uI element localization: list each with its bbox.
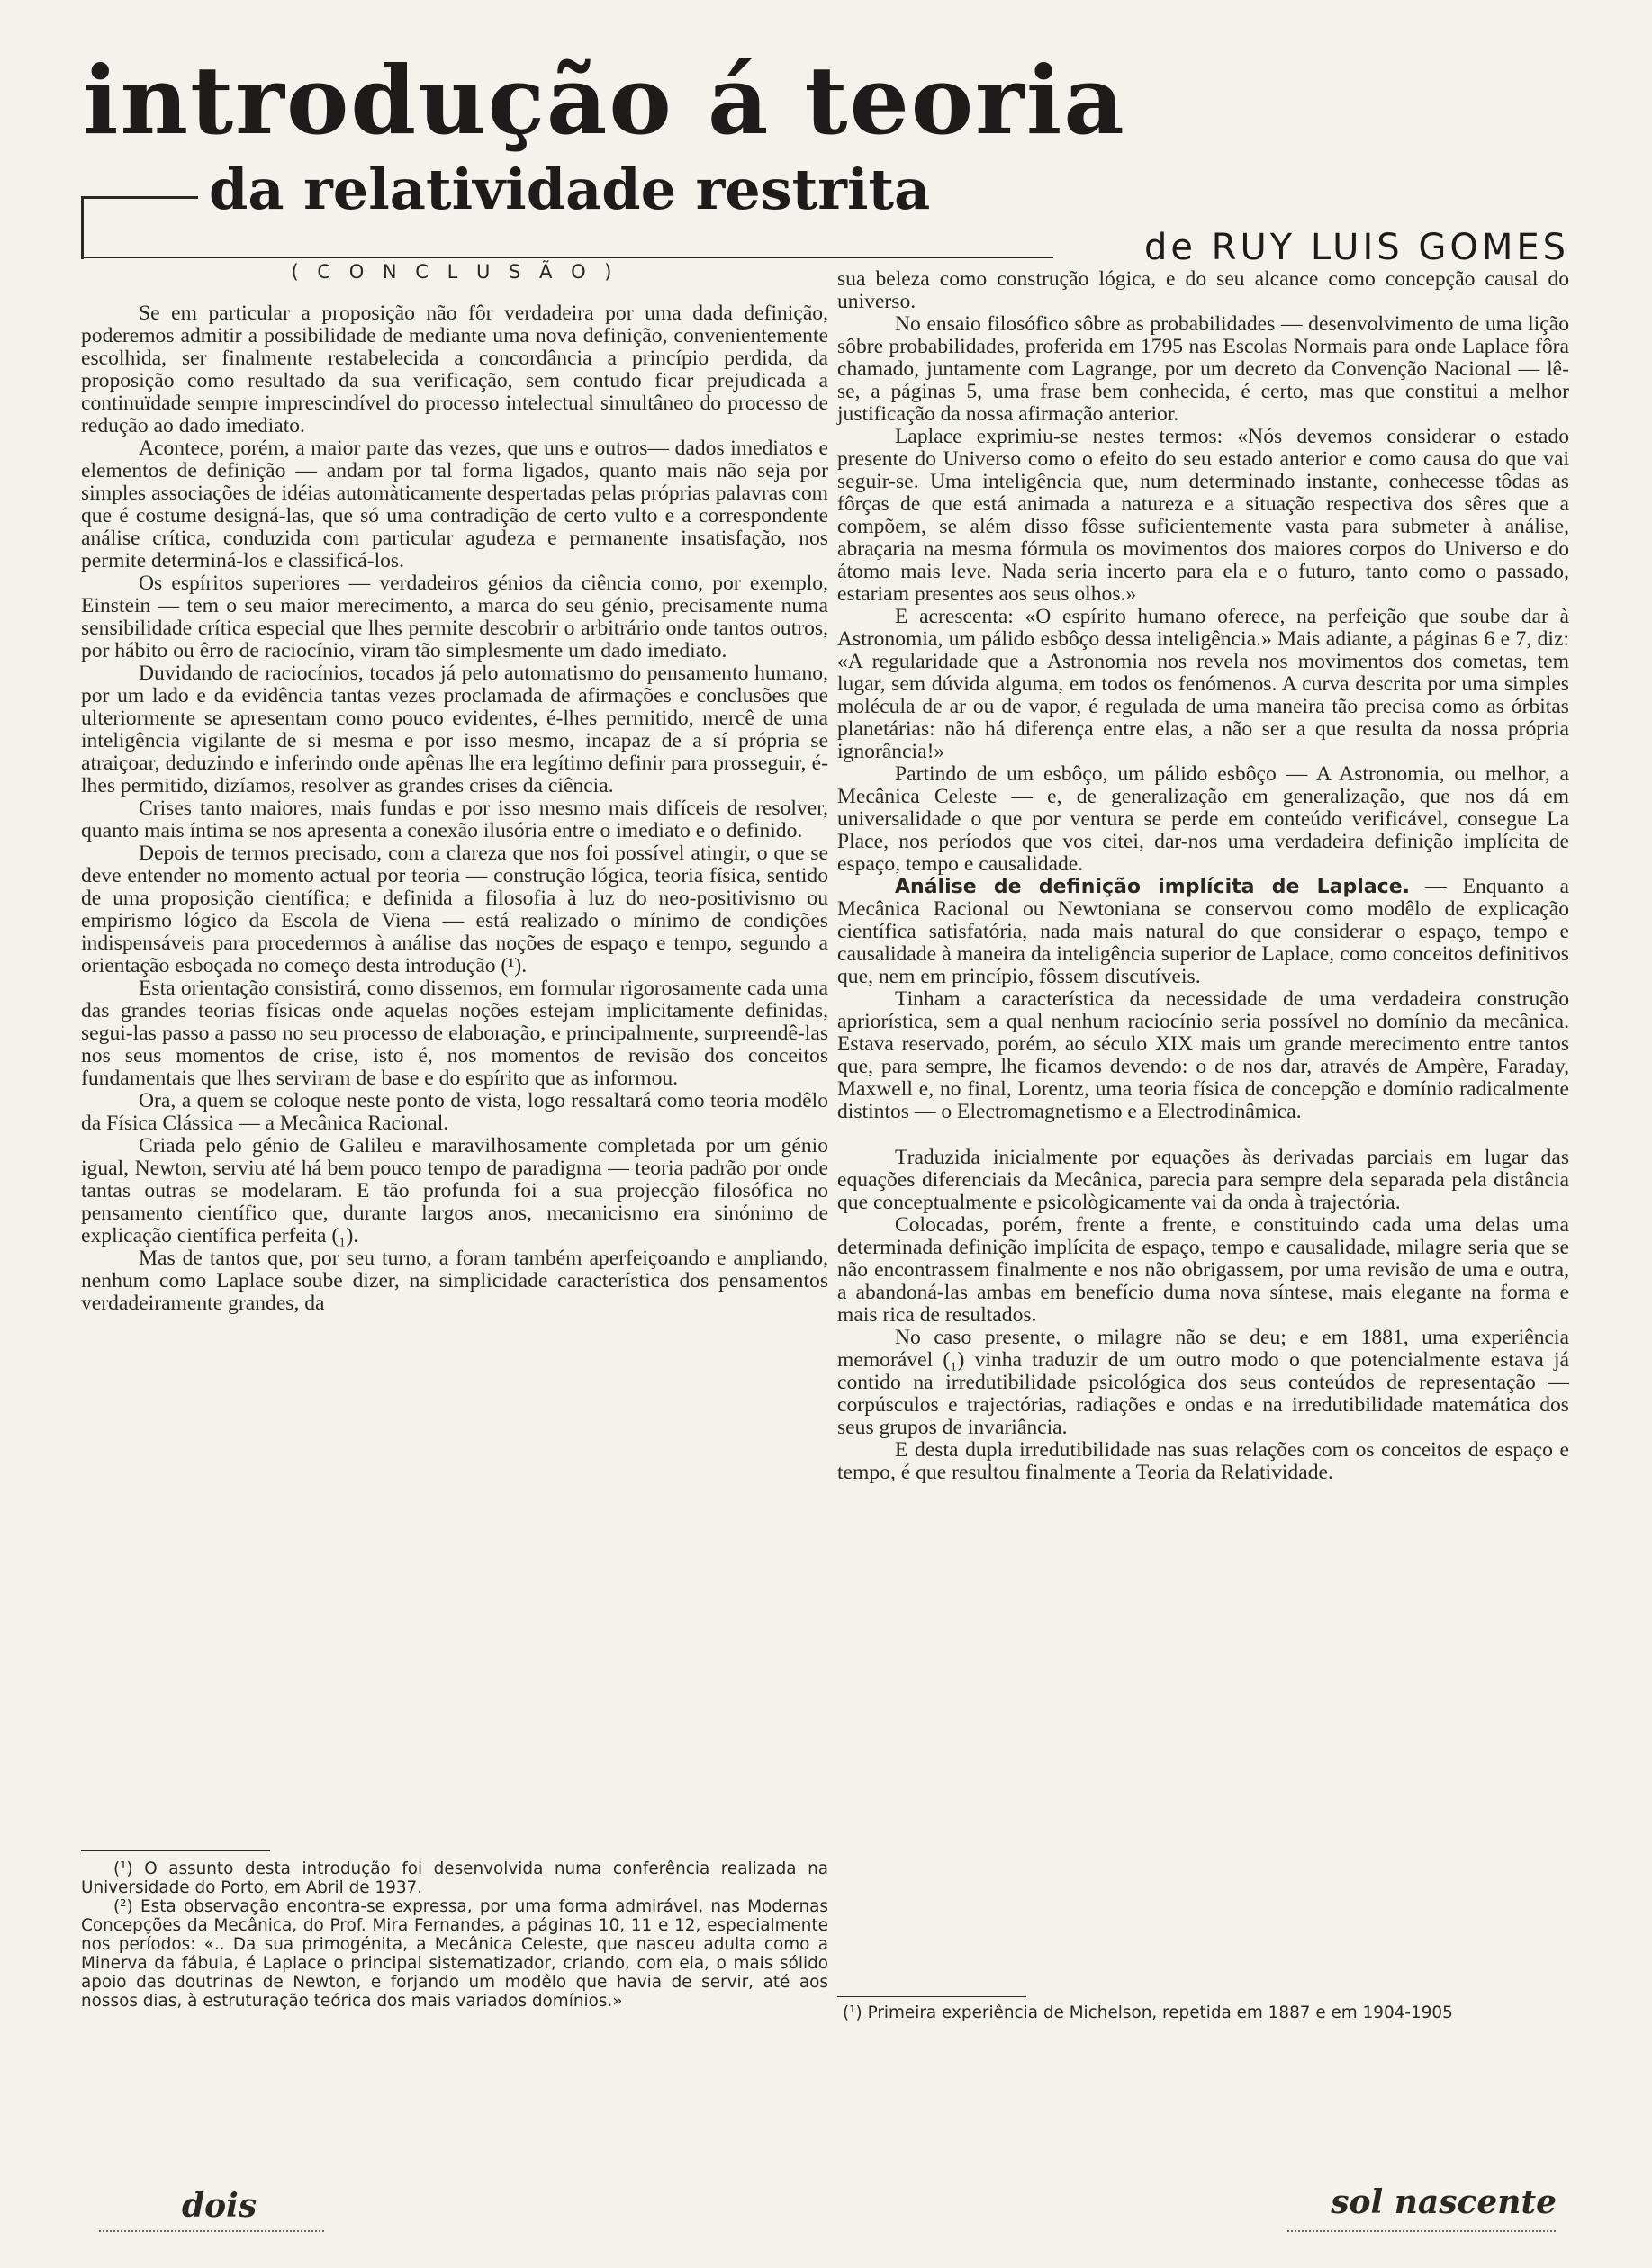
paragraph: Duvidando de raciocínios, tocados já pelo automatismo do pensamento humano, por um lado e da evidência tantas vezes proclamada de afirmações e conclusões que ulteriormente se apresentam como pouco evidentes, é-lhes permitido, mercê de uma inteligência vigilante de si mesma e por isso mesmo, incapaz de a sí própria se atraiçoar, deduzindo e inferindo onde apênas lhe era legítimo definir para prosseguir, é-lhes permitido, dizíamos, resolver as grandes crises da ciência. — [81, 662, 828, 797]
folio-underline — [1287, 2230, 1557, 2232]
paragraph: Laplace exprimiu-se nestes termos: «Nós devemos considerar o estado presente do Universo como o efeito do seu estado anterior e como causa do que vai seguir-se. Uma inteligência que, num determinado instante, conhecesse tôdas as fôrças de que está animada a natureza e a situação respectiva dos sêres que a compõem, se além disso fôsse suficientemente vasta para submeter à análise, abraçaria na mesma fórmula os movimentos dos maiores corpos do Universo e do átomo mais leve. Nada seria incerto para ela e o futuro, tanto como o passado, estariam presentes aos seus olhos.» — [837, 425, 1569, 606]
footnote: (²) Esta observação encontra-se expressa, por uma forma admirável, nas Modernas Concepções da Mecânica, do Prof. Mira Fernandes, a páginas 10, 11 e 12, especialmente nos períodos: «.. Da sua primogénita, a Mecânica Celeste, que nasceu adulta como a Minerva da fábula, é Laplace o principal sistematizador, criando, com ela, o mais sólido apoio das doutrinas de Newton, e forjando um modêlo que havia de servir, até aos nossos dias, à estruturação teórica dos mais variados domínios.» — [81, 1897, 828, 2011]
paragraph: Ora, a quem se coloque neste ponto de vista, logo ressaltará como teoria modêlo da Física Clássica — a Mecânica Racional. — [81, 1089, 828, 1135]
paragraph: E acrescenta: «O espírito humano oferece, na perfeição que soube dar à Astronomia, um pálido esbôço dessa inteligência.» Mais adiante, a páginas 6 e 7, diz: «A regularidade que a Astronomia nos revela nos movimentos dos cometas, tem lugar, sem dúvida alguma, em todos os fenómenos. A curva descrita por uma simples molécula de ar ou de vapor, é regulada de uma maneira tão precisa como as órbitas planetárias: não há diferença entre elas, a não ser a que resulta da nossa própria ignorância!» — [837, 605, 1569, 763]
paragraph: Se em particular a proposição não fôr verdadeira por uma dada definição, poderemos admitir a possibilidade de mediante uma nova definição, convenientemente escolhida, ser finalmente restabelecida a concordância a princípio perdida, da proposição como resultado da sua verificação, sem contudo ficar prejudicada a continuïdade sempre imprescindível do processo intelectual simultâneo do processo de redução ao dado imediato. — [81, 302, 828, 437]
paragraph: No ensaio filosófico sôbre as probabilidades — desenvolvimento de uma lição sôbre probabilidades, proferida em 1795 nas Escolas Normais para onde Laplace fôra chamado, juntamente com Lagrange, por um decreto da Convenção Nacional — lê-se, a páginas 5, uma frase bem conhecida, é certo, mas que constitui a melhor justificação da nossa afirmação anterior. — [837, 312, 1569, 426]
title-bracket-horizontal — [81, 196, 198, 199]
article-title-line2: da relatividade restrita — [209, 157, 931, 222]
paragraph: Acontece, porém, a maior parte das vezes, que uns e outros— dados imediatos e elementos de definição — andam por tal forma ligados, quanto mais não seja por simples associações de idéias automàticamente despertadas pelas próprias palavras com que é costume designá-las, que só uma contradição de certo vulto e a correspondente análise crítica, conduzida com particular agudeza e permanente insatisfação, nos permite determiná-los e classificá-los. — [81, 436, 828, 572]
section-label: ( C O N C L U S Ã O ) — [291, 261, 618, 283]
right-column — [837, 268, 1569, 1484]
author-byline: de RUY LUIS GOMES — [1143, 227, 1569, 268]
paragraph: Depois de termos precisado, com a clareza que nos foi possível atingir, o que se deve entender no momento actual por teoria — construção lógica, teoria física, sentido de uma proposição científica; e definida a filosofia à luz do neo-positivismo ou empirismo lógico da Escola de Viena — está realizado o mínimo de condições indispensáveis para procedermos à análise das noções de espaço e tempo, segundo a orientação esboçada no começo desta introdução (¹). — [81, 842, 828, 977]
paragraph-text: — Enquanto a Mecânica Racional ou Newtoniana se conservou como modêlo de explicação científica satisfatória, nada mais natural do que considerar o espaço, tempo e causalidade à maneira da inteligência superior de Laplace, como conceitos definitivos que, nem em princípio, fôssem discutíveis. — [837, 875, 1569, 988]
left-column — [81, 302, 828, 1315]
title-bracket-vertical — [81, 196, 84, 259]
folio-underline — [99, 2230, 324, 2232]
section-heading: Análise de definição implícita de Laplace. — [895, 876, 1410, 898]
paragraph: Partindo de um esbôço, um pálido esbôço — A Astronomia, ou melhor, a Mecânica Celeste — e, de generalização em generalização, que nos dá em universalidade o que por ventura se perde em conteúdo verificável, consegue La Place, nos períodos que vos citei, dar-nos uma verdadeira definição implícita de espaço, tempo e causalidade. — [837, 762, 1569, 876]
paragraph: Tinham a característica da necessidade de uma verdadeira construção apriorística, sem a qual nenhum raciocínio seria possível no domínio da mecânica. Estava reservado, porém, ao século XIX mais um grande merecimento entre tantos que, para sempre, lhe ficamos devendo: o de nos dar, através de Ampère, Faraday, Maxwell e, no final, Lorentz, uma teoria física de concepção e domínio radicalmente distintos — o Electromagnetismo e a Electrodinâmica. — [837, 987, 1569, 1123]
paragraph: Criada pelo génio de Galileu e maravilhosamente completada por um génio igual, Newton, serviu até há bem pouco tempo de paradigma — teoria padrão por onde tantas outras se modelaram. E tão profunda foi a sua projecção filosófica no pensamento científico que, durante largos anos, mecanicismo era sinónimo de explicação científica perfeita (₁). — [81, 1134, 828, 1247]
footnote: (¹) O assunto desta introdução foi desenvolvida numa conferência realizada na Universidade do Porto, em Abril de 1937. — [81, 1859, 828, 1897]
footnote: (¹) Primeira experiência de Michelson, repetida em 1887 e em 1904-1905 — [843, 2003, 1453, 2022]
footnote-rule — [81, 1850, 270, 1851]
section-paragraph — [837, 876, 1569, 988]
right-footnotes — [837, 2003, 1569, 2022]
paragraph: Os espíritos superiores — verdadeiros génios da ciência como, por exemplo, Einstein — tem o seu maior merecimento, a marca do seu génio, precisamente numa sensibilidade crítica especial que lhes permite descobrir o arbitrário onde tantos outros, por hábito ou êrro de raciocínio, viram tão simplesmente um dado imediato. — [81, 572, 828, 662]
publication-name: sol nascente — [1331, 2183, 1557, 2221]
left-footnotes — [81, 1859, 828, 2011]
paragraph: No caso presente, o milagre não se deu; e em 1881, uma experiência memorável (₁) vinha traduzir de um outro modo o que potencialmente estava já contido na irredutibilidade psicológica dos seus conteúdos de representação — corpúsculos e trajectórias, radiações e ondas e na irredutibilidade matemática dos seus grupos de invariância. — [837, 1326, 1569, 1439]
paragraph: Mas de tantos que, por seu turno, a foram também aperfeiçoando e ampliando, nenhum como Laplace soube dizer, na simplicidade característica dos pensamentos verdadeiramente grandes, da — [81, 1246, 828, 1315]
paragraph: Crises tanto maiores, mais fundas e por isso mesmo mais difíceis de resolver, quanto mais íntima se nos apresenta a conexão ilusória entre o imediato e o definido. — [81, 796, 828, 842]
page-folio: dois — [182, 2187, 257, 2225]
article-title-line1: introdução á teoria — [83, 45, 1126, 156]
paragraph: Traduzida inicialmente por equações às derivadas parciais em lugar das equações diferenciais da Mecânica, parecia para sempre dela separada pela distância que conceptualmente e psicològicamente vai da onda à trajectória. — [837, 1146, 1569, 1214]
footnote-rule — [837, 1996, 1026, 1997]
byline-rule — [81, 256, 1053, 258]
paragraph: Esta orientação consistirá, como dissemos, em formular rigorosamente cada uma das grandes teorias físicas onde aquelas noções estejam implicitamente definidas, segui-las passo a passo no seu processo de elaboração, e principalmente, surpreendê-las nos seus momentos de crise, isto é, nos momentos de revisão dos conceitos fundamentais que lhes serviram de base e do espírito que as informou. — [81, 976, 828, 1090]
paragraph: Colocadas, porém, frente a frente, e constituindo cada uma delas uma determinada definição implícita de espaço, tempo e causalidade, milagre seria que se não encontrassem finalmente e nos não obrigassem, por uma revisão de uma e outra, a abandoná-las ambas em benefício duma nova síntese, mais elegante na forma e mais rica de resultados. — [837, 1213, 1569, 1327]
paragraph: E desta dupla irredutibilidade nas suas relações com os conceitos de espaço e tempo, é que resultou finalmente a Teoria da Relatividade. — [837, 1438, 1569, 1484]
paragraph: sua beleza como construção lógica, e do seu alcance como concepção causal do universo. — [837, 267, 1569, 313]
